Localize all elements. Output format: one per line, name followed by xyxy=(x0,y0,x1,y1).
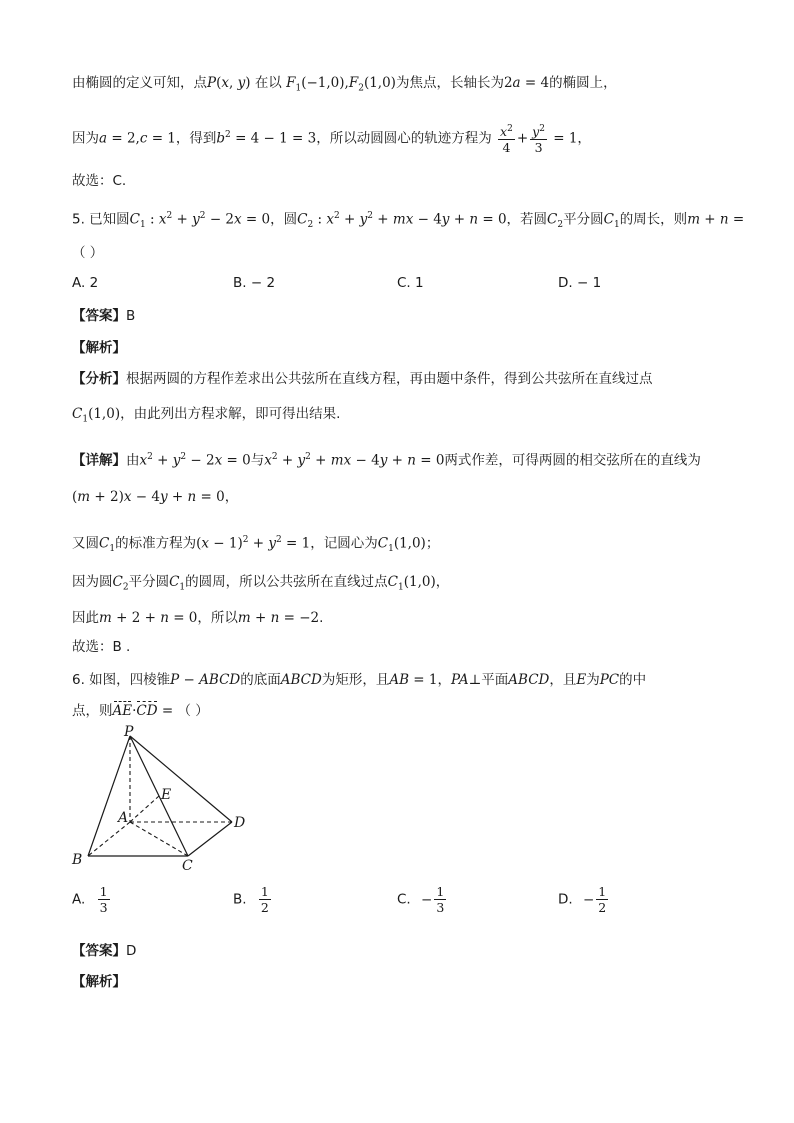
fenxi-tag: 【分析】 xyxy=(72,371,126,387)
text: 因此 xyxy=(72,610,99,626)
text: 的中 xyxy=(619,672,647,688)
xiangjie-tag: 【详解】 xyxy=(72,452,126,469)
q6-option-d: D. − $\frac{1}{2}$ xyxy=(558,884,607,915)
text: 由 xyxy=(126,452,140,469)
text: ，若圆 xyxy=(506,211,548,228)
text: 的底面 xyxy=(240,672,281,688)
text: ，记圆心为 xyxy=(310,535,378,552)
text: 与 xyxy=(250,452,265,469)
text: ，所以动圆圆心的轨迹方程为 xyxy=(316,130,492,147)
q6-answer xyxy=(72,941,136,961)
q5-analysis-tag: 【解析】 xyxy=(72,340,126,356)
text: ，所以 xyxy=(197,610,238,626)
text: ，且 xyxy=(549,672,577,688)
q5-fenxi xyxy=(72,369,653,389)
question-6-stem: 6. 如图，四棱锥P − ABCD的底面ABCD为矩形，且AB = 1，PA⊥平面ABCD，且E为PC的中 xyxy=(72,672,647,688)
segment-ae xyxy=(130,796,159,822)
text: ， xyxy=(437,672,451,688)
text: . xyxy=(319,610,324,626)
edge-pb xyxy=(88,736,130,856)
q5-option-d: D. − 1 xyxy=(558,275,602,291)
text: 两式作差，可得两圆的相交弦所在的直线为 xyxy=(444,452,701,469)
q6-option-c: C. − $\frac{1}{3}$ xyxy=(397,884,445,915)
answer-value: D xyxy=(126,943,137,959)
label-d: D xyxy=(234,815,246,831)
text: ， xyxy=(577,130,591,147)
text-line-ellipse-definition: 由椭圆的定义可知，点P(x, y) 在以 $F_1(-1,0),F_2(1,0)$为焦点，长轴长为2a = 4的椭圆上， xyxy=(72,75,617,94)
text: 又圆 xyxy=(72,535,99,552)
answer-value: B xyxy=(126,308,136,324)
q5-xiangjie-4: 因为圆$C_2$平分圆$C_1$的圆周，所以公共弦所在直线过点$C_1(1,0)$， xyxy=(72,574,450,593)
question-5-paren: （ ） xyxy=(72,245,104,261)
question-number: 5. 已知圆 xyxy=(72,211,130,228)
text: （ ） xyxy=(177,703,209,719)
label-p: P xyxy=(124,724,134,740)
edge-pd xyxy=(130,736,232,822)
answer-tag: 【答案】 xyxy=(72,308,126,324)
q5-answer xyxy=(72,306,135,326)
choose-c: 故选：C. xyxy=(72,173,127,189)
text: ， xyxy=(435,574,450,590)
q6-option-a: A. $\frac{1}{3}$ xyxy=(72,884,108,915)
text: 的圆周，所以公共弦所在直线过点 xyxy=(185,574,388,590)
text: 为矩形，且 xyxy=(321,672,390,688)
text: 平面 xyxy=(481,672,509,688)
label-a: A xyxy=(118,810,129,826)
label-e: E xyxy=(161,787,172,803)
label-b: B xyxy=(72,852,83,868)
q5-xiangjie-5: 因此m + 2 + n = 0，所以m + n = −2. xyxy=(72,610,324,626)
text: 因为 xyxy=(72,130,99,147)
q5-fenxi-2: $C_1(1,0)$，由此列出方程求解，即可得出结果. xyxy=(72,406,341,425)
text-line-trajectory: 因为a = 2,c = 1，得到$b^2 = 4 - 1 = 3$，所以动圆圆心的轨迹方程为 $\frac{x^2}{4}$ + $\frac{y^2}{3}$ = 1， xyxy=(72,124,591,156)
text: 由椭圆的定义可知，点 xyxy=(72,75,207,91)
text: 的周长，则 xyxy=(619,211,688,228)
text: 根据两圆的方程作差求出公共弦所在直线方程，再由题中条件，得到公共弦所在直线过点 xyxy=(126,371,653,387)
text: ，得到 xyxy=(175,130,217,147)
label-c: C xyxy=(182,858,193,874)
text: 的椭圆上， xyxy=(549,75,617,91)
question-number: 6. 如图，四棱锥 xyxy=(72,672,171,688)
text: 为 xyxy=(586,672,600,688)
text: 在以 xyxy=(254,75,282,91)
q5-choose: 故选：B . xyxy=(72,639,131,655)
text: 的标准方程为 xyxy=(115,535,197,552)
question-5-stem: 5. 已知圆$C_1$ : $x^2 + y^2 - 2x = 0$，圆$C_2$ : $x^2 + y^2$ + mx − 4y + n = 0，若圆$C_2$平分圆$C_1$的周长，则m + n = xyxy=(72,211,745,231)
q5-xiangjie-3: 又圆$C_1$的标准方程为$(x - 1)^2 + y^2 = 1$，记圆心为$C_1(1,0)$； xyxy=(72,535,440,555)
text: ，圆 xyxy=(270,211,298,228)
text: ， xyxy=(224,489,239,505)
question-6-stem-2: 点，则AE·CD = （ ） xyxy=(72,703,209,719)
edge-cd xyxy=(188,822,232,856)
q6-analysis-tag: 【解析】 xyxy=(72,974,126,990)
text: ； xyxy=(425,535,440,552)
text: 平分圆 xyxy=(563,211,604,228)
text: 为焦点，长轴长为 xyxy=(395,75,504,91)
text: 点，则 xyxy=(72,703,113,719)
answer-tag: 【答案】 xyxy=(72,943,126,959)
q5-option-c: C. 1 xyxy=(397,275,424,291)
q5-xiangjie-2: (m + 2)x − 4y + n = 0， xyxy=(72,489,239,505)
pyramid-figure xyxy=(66,722,266,878)
q6-option-b: B. $\frac{1}{2}$ xyxy=(233,884,269,915)
q5-option-b: B. − 2 xyxy=(233,275,276,291)
q5-xiangjie-1: 【详解】由$x^2 + y^2 - 2x = 0$与$x^2 + y^2$ + mx − 4y + n = 0两式作差，可得两圆的相交弦所在的直线为 xyxy=(72,452,701,469)
q5-option-a: A. 2 xyxy=(72,275,99,291)
text: 因为圆 xyxy=(72,574,113,590)
text: 平分圆 xyxy=(128,574,170,590)
text: ，由此列出方程求解，即可得出结果. xyxy=(120,406,341,422)
